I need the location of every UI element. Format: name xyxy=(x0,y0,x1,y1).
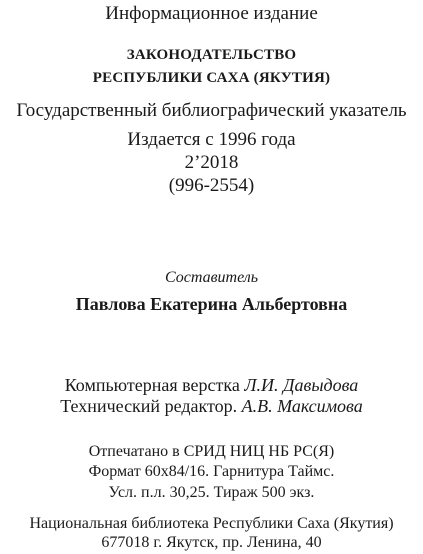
title-line-1: ЗАКОНОДАТЕЛЬСТВО xyxy=(126,47,297,63)
publisher-address: 677018 г. Якутск, пр. Ленина, 40 xyxy=(101,534,322,551)
editor-credit xyxy=(0,397,423,415)
editor-name: А.В. Максимова xyxy=(241,396,363,416)
print-format: Формат 60x84/16. Гарнитура Таймс. xyxy=(88,463,335,480)
published-since: Издается с 1996 года xyxy=(127,129,296,150)
printed-at: Отпечатано в СРИД НИЦ НБ РС(Я) xyxy=(88,443,335,460)
editor-label: Технический редактор. xyxy=(60,396,238,416)
title-line-2: РЕСПУБЛИКИ САХА (ЯКУТИЯ) xyxy=(92,70,331,86)
publisher-name: Национальная библиотека Республики Саха (Якутия) xyxy=(29,515,394,532)
layout-credit xyxy=(0,376,423,394)
edition-type: Информационное издание xyxy=(105,3,318,24)
subtitle: Государственный библиографический указатель xyxy=(16,100,407,121)
print-volume: Усл. п.л. 30,25. Тираж 500 экз. xyxy=(108,484,315,501)
compiler-label: Составитель xyxy=(164,269,259,286)
issn: (996-2554) xyxy=(168,175,255,196)
issue-number: 2’2018 xyxy=(184,152,239,173)
layout-name: Л.И. Давыдова xyxy=(244,375,359,395)
layout-label: Компьютерная верстка xyxy=(64,375,240,395)
compiler-name: Павлова Екатерина Альбертовна xyxy=(75,294,348,314)
